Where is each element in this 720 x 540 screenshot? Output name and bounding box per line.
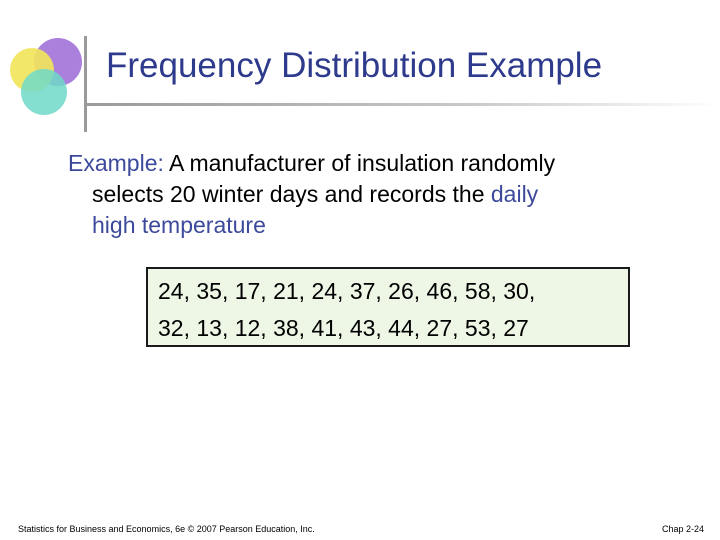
example-line3: high temperature — [92, 212, 266, 238]
example-paragraph — [68, 148, 688, 241]
title-underline — [84, 103, 720, 106]
slide-title: Frequency Distribution Example — [106, 46, 603, 85]
data-line-2: 32, 13, 12, 38, 41, 43, 44, 27, 53, 27 — [158, 315, 529, 341]
decorative-circles-logo — [0, 0, 100, 140]
example-line1: A manufacturer of insulation randomly — [163, 150, 556, 176]
example-label: Example: — [68, 150, 164, 176]
footer-page-number: Chap 2-24 — [661, 524, 704, 534]
example-line2 — [68, 179, 688, 210]
example-line2-text: selects 20 winter days and records the — [92, 181, 491, 207]
logo-teal-circle — [21, 69, 67, 115]
temperature-data-box — [146, 267, 630, 347]
footer-credit: Statistics for Business and Economics, 6e © 2007 Pearson Education, Inc. — [18, 524, 315, 534]
data-line-1: 24, 35, 17, 21, 24, 37, 26, 46, 58, 30, — [158, 278, 536, 304]
example-line2-accent: daily — [490, 181, 539, 207]
logo-vertical-rule — [84, 36, 87, 132]
